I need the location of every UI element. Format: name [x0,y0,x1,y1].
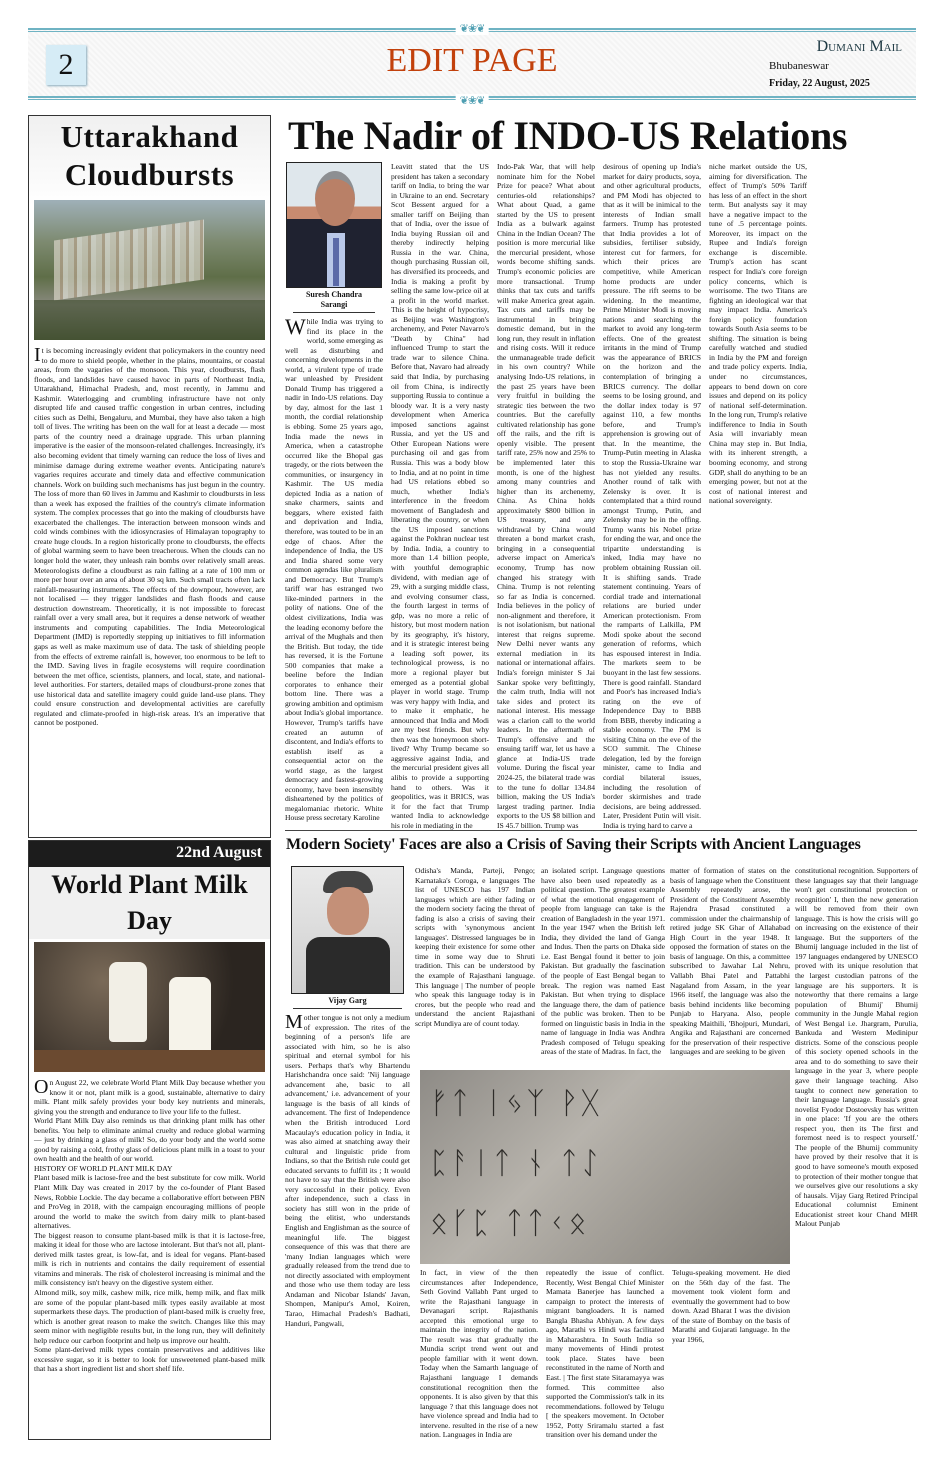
ornament-icon: ❦❀❦ [456,94,489,107]
article-column [815,162,917,830]
article-title: World Plant Milk Day [29,867,270,939]
plant-milk-article [28,840,271,1440]
article-column: an isolated script. Language questions have also been used repeatedly as a political question. The greatest example of what the emotional engagement of people from language can take is the creation of Bangladesh in the year 1971. In the year 1947 when the British left India, they divided the land of Ganga and Indus. Then the parts on Dhaka side i.e. East Bengal found it better to join Pakistan. But gradually the fascination of the people of East Bengal began to break. The region was named East Pakistan. But when trying to displace the language there, the dam of patience of the public was broken. Then to be formed on linguistic basis in India in the name of language in India was Andhra Pradesh composed of Telugu speaking areas of the state of Madras. In fact, the [541,866,665,1057]
author-name: Suresh Chandra Sarangi [293,290,375,313]
main-headline: The Nadir of INDO-US Relations [288,113,848,158]
article-title: Uttarakhand [60,119,239,154]
article-column: Indo-Pak War, that will help nominate him for the Nobel Prize for peace? What about centuries-old relationships? What about Quad, a game started by the US to present India as a bulwark against China in the Indian Ocean? The position is more mercurial like the mercurial president, whose words become shifting sands. Trump's economic policies are more transactional. Trump thinks that tax cuts and tariffs will make America great again. Tax cuts and tariffs may be instrumental in bringing domestic demand, but in the long run, they result in inflation and rising costs. Will it reduce the unmanageable trade deficit in his own country? While analysing Indo-US relations, in the past 25 years have been very fruitful in building the strategic ties between the two countries. But the carefully cultivated relationship has gone off the rails, and the rift is openly visible. The present tariff rate, 25% now and 25% to be implemented later this month, is one of the highest among many countries and higher than its archenemy, China. As China holds approximately $800 billion in US treasury, and any withdrawal by China would threaten a bond market crash, bringing in a consequential adverse impact on America's economy, Trump has now changed his strategy with China. Trump is not relenting so far as India is concerned. India believes in the policy of non-alignment and therefore, it is not isolationism, but national interest that reigns supreme. New Delhi never wants any external mediation in its national or international affairs. India's foreign minister S Jai Sankar spoke very befittingly, the calm truth, India will not take sides and protect its national interest. His message was a clarion call to the world leaders. In the aftermath of Trump's offensive and the ensuing tariff war, let us have a glance at India-US trade volume. During the fiscal year 2024-25, the bilateral trade was to the tune fo dollar 134.84 billion, making the US India's largest trading partner. India exports to the US $8 billion and IS 45.7 billion. Trump was [497,162,595,830]
issue-date: Friday, 22 August, 2025 [769,78,870,89]
author-photo [291,866,404,994]
article-column: repeatedly the issue of conflict. Recently, West Bengal Chief Minister Mamata Banerjee has launched a campaign to protect the interests of migrant bangloaders. It is named Bangla Bhasha Abhiyan. A few days ago, Marathi vs Hindi was facilitated in Maharashtra. In South India so many movements of Hindi protest took place. States have been reconstituted in the name of North and East. | The first state Sitaramayya was formed. This committee also supported the Commission's talk in its recommendations. followed by Telugu [ the speakers movement. In October 1952, Potty Sriramalu started a fast transition over his demand under the [546,1268,664,1440]
article-column: constitutional recognition. Supporters of these languages say that their language won't get constitutional protection or recognition' I, then the new generation will be removed from their own language. This is how the crisis will go on increasing on the existence of their language. But the supporters of the Bhumij language included in the list of 197 languages endangered by UNESCO proved with its unique resolution that the largest custodian patrons of the language are his supporters. It is noteworthy that there remains a large population of Bhumij' Bhumij community in the Jungle Mahal region of West Bengal i.e. Jhargram, Purulia, Bankuda and Western Medinipur districts. Some of the conscious people of this society opened schools in the area and to do something to save their language in the year 3, where people gave their language teaching. Also taught to connect new generation to their language language. Russia's great novelist Fyodor Dostoevsky has written in one place: 'If you are the others respect you, then its The first and foremost need is to respect yourself.' The people of the Bhumij community have proved by their resolve that it is good to have someone's mouth exposed to protection of their mother tongue that we ourselves give our resolutions a sky of hausals. Vijay Garg Retired Principal Educational columnist Eminent Educationist street kour Chand MHR Malout Punjab [795,866,918,1229]
page-number: 2 [46,45,86,85]
section-title: EDIT PAGE [386,42,558,79]
author-photo [286,162,382,288]
article-title: Cloudbursts [64,157,235,192]
city: Bhubaneswar [769,60,829,72]
ancient-script-photo: ᚠᛏ ᛁᛃᛉ ᚹᚷ ᛈᚨᛁᛏ ᚾ ᛏᛇ ᛟᚴᛈ ᛏᛏᚲᛟ [420,1070,790,1264]
ornament-icon: ❦❀❦ [456,22,489,35]
article-column: Leavitt stated that the US president has taken a secondary tariff on India, to bring the war in Ukraine to an end. Secretary Scot Bessent argued for a smaller tariff on Beijing than that of India, over the issue of India buying Russian oil and thereby indirectly helping Russia in the war. China, though purchasing Russian oil, has diversified its proceeds, and India is making a profit by selling the same low-price oil at a profit in the world market. This is the height of hypocrisy, as Beijing was Washington's archenemy, and Peter Navarro's "Death by China" had influenced Trump to start the trade war to silence China. Before that, Navaro had already said that India, by purchasing oil from China, is indirectly supporting Russia to continue a bloody war. It is a very nasty development when America imposed sanctions against Russia, and yet the US and Other European Nations were purchasing oil and gas from Russia. This was a body blow to India, and at no point in time had US relations ebbed so much, whether India's interference in the freedom movement of Bangladesh and liberating the country, or when the US imposed sanctions against the Pokhran nuclear test by India. India, a country to more than 1.4 billion people, with youthful demographic dividend, with median age of 29, with a surging middle class, and evolving consumer class, the fourth largest in terms of gdp, was no more a relic of history, but most modern nation by its geography, it's history, and it is strategic interest being a leading soft power, its technological prowess, is no more a regional player but emerged as a potential global player in world stage. Trump was very happy with India, and to make it emphatic, he announced that India and Modi are my best friends. But why then was the honeymoon short-lived? Why Trump became so aggressive against India, and the mercurial president gives all alibis to provide a supporting hand to others. Was it geopolitics, was it BRICS, was it for the fact that Trump wanted India to acknowledge his role in mediating in the [391,162,489,830]
cloudburst-photo [34,200,265,340]
date-banner: 22nd August [29,841,270,867]
page-header [28,23,916,107]
divider [285,830,917,831]
article-column: Suresh Chandra Sarangi W hile India was trying to find its place in the world, some emerging as well as disturbing and concerning developments in the world, a virulent type of trade war unleashed by President Donald Trump has triggered a nadir in Indo-US relations. Day by day, almost for the last 1 month, the cordial relationship is ebbing. Some 25 years ago, India made the news in America, when a catastrophe occurred like the Bhopal gas tragedy, or the riots between the communities, or insurgency in Kashmir. The US media depicted India as a nation of snake charmers, saints and beggars, where existed faith and deprivation and India, therefore, was touted to be in an edge of chaos. After the independence of India, the US and India shared some very common agendas like pluralism and Democracy. But Trump's tariff war has estranged two like-minded partners in the polity of nations. One of the oldest civilizations, India was the leading economy before the arrival of the Mughals and then the British. But today, the tide has reversed, it is the Fortune 500 companies that make a beeline before the Indian corporates to enhance their bottom line. There was a growing ambition and optimism about India's global importance. However, Trump's tariffs have created an autumn of discontent, and India's efforts to establish itself as a consequential actor on the world stage, as the largest democracy and fastest-growing economy, have been insensibly disheartened by the politics of megalomaniac rhetoric. White House press secretary Karoline [285,162,383,830]
author-name: Vijay Garg [293,996,402,1009]
article-body: On August 22, we celebrate World Plant Milk Day because whether you know it or not, plant milk is a good, sustainable, alternative to dairy milk. Plant milk safely provides your body key nutrients and minerals, giving you the strength and endurance to live your life to the fullest. World Plant Milk Day also reminds us that drinking plant milk has other benefits. You help to eliminate animal cruelty and reduce global warming — just by drinking a glass of milk! So, do your body and the world some good by raising a cold, frothy glass of delicious plant milk in a toast to your own health and the health of our world. HISTORY OF WORLD PLANT MILK DAY Plant based milk is lactose-free and the best substitute for cow milk. World Plant Milk Day was created in 2017 by the co-founder of Plant Based News, Robbie Lockie. The day became a collaborative effort between PBN and ProVeg in 2018, with the campaign encouraging millions of people around the world to make the switch from dairy milk to plant-based alternatives. The biggest reason to consume plant-based milk is that it is lactose-free, making it ideal for those who are lactose intolerant. But that's not all, plant-derived milk tastes great, is low-fat, and is ideal for vegans. Plant-based milk is rich in nutrients and contains the daily requirement of essential vitamins and minerals. The risk of cholesterol increasing is minimal and the milk consistency isn't heavy on the digestive system either. Almond milk, soy milk, cashew milk, rice milk, hemp milk, and flax milk are some of the popular plant-based milk types easily available at most supermarkets these days. The production of plant-based milk is cruelty free, which is another great reason to make the switch. Changes like this may seem minor with negligible results but, in the long run, they will definitely help reduce our carbon footprint and help us improve our health. Some plant-derived milk types contain preservatives and additives like excessive sugar, so it is better to look for unsweetened plant-based milk that has a short ingredient list and short shelf life. [34,1078,265,1374]
article-column: niche market outside the US, aiming for diversification. The effect of Trump's 50% Tariff has less of an effect in the short term. But analysts say it may have a negative impact to the tune of .5 percentage points. Moreover, its impact on the Rupee and India's foreign exchange is discernible. Trump's action has scant respect for India's core foreign policy concerns, which is worrisome. The two Titans are fighting an ideological war that may impact India. America's foreign policy foundation towards South Asia seems to be shifting. The situation is being carefully watched and studied in India by the PM and foreign and trade policy experts. India, under no circumstances, appears to bend down on core issues and depend on its policy of national self-determination. In the long run, Trump's relative indifference to India in South Asia will invariably mean China may step in. But India, with its inherent strength, a booming economy, and strong GDP, shall do anything to be an emerging power, but not at the cost of national interest and national sovereignty. [709,162,807,506]
author-block [285,162,383,313]
article-column: matter of formation of states on the basis of language when the Constituent Assembly repeatedly arose, the President of the Constituent Assembly Rajendra Prasad constituted a commission under the chairmanship of retired judge SK Ghar of Allahabad High Court in the year 1948. It opposed the formation of states on the basis of language. On this, a committee subscribed to Jawahar Lal Nehru, Vallabh Bhai Patel and Pattabhi Nagaland from Assam, in the year 1966 itself, the language was also the basis behind incidents like becoming Punjab to Haryana. Also, people speaking Maithili, 'Bhojpuri, Mundari, Angika and Rajasthani are concerned for the preservation of their respective languages and are seeking to be given [670,866,790,1057]
article-column: Telugu-speaking movement. He died on the 56th day of the fast. The movement took violent form and eventually the government had to bow down. Azad Bharat I was the division of the state of Bombay on the basis of Marathi and Gujarati language. In the year 1966, [672,1268,790,1344]
article-column: In fact, in view of the then circumstances after Independence, Seth Govind Vallabh Pant urged to write the Rajasthani language in Devanagari script. Rajasthanis accepted this emotional urge to maintain the integrity of the nation. The result was that gradually the Mundia script trend went out and people familiar with it went down. Today when the Samarth language of Rajasthani language I demands constitutional recognition then the opponents. It is also given by that this language ? that this language does not have violence spread and India had to intervene. resulted in the rise of a new nation. Languages in India are [420,1268,538,1440]
article-column: Vijay Garg M other tongue is not only a medium of expression. The rites of the beginning of a person's life are associated with him, so he is also spiritual and eternal symbol for his users. Perhaps that's why Bhartendu Harishchandra once said: 'Nij language advancement ahe, basic to all advancement,' i.e. advancement of your language is the basis of all kinds of advancement. The first of Independence when the British introduced Lord Macaulay's education policy in India, it was also aimed at snatching away their cultural and linguistic pride from Indians, so that the British rule could get educated servants to fulfill its ; It would not have to say that the British were also very successful in their policy. Even after independence, such a class in society has still won in the pride of being the elitist, who understands English and Englishman as the source of meaningful life. The biggest consequence of this was that there are 'many Indian languages which were gradually released from the trend due to not directly associated with employment and those who use them today are less Andaman and Nicobar Islands' Javan, Shompen, Manipur's Amol, Koiren, Tarao, Himachal Pradesh's Badhati, Handuri, Pangwali, [285,866,410,1440]
article-column: desirous of opening up India's market for dairy products, soya, and other agricultural products, and PM Modi has objected to that as it will be inimical to the interests of Indian small farmers. Trump has protested that India provides a lot of subsidies, fertiliser subsidy, interest cut for farmers, for which their prices are competitive, while American home products are under pressure. The rift seems to be widening. In the meantime, Prime Minister Modi is moving nations and searching the market to avoid any long-term effects. One of the greatest irritants in the mind of Trump was the appearance of BRICS on the horizon and the contemplation of bringing a BRICS currency. The dollar seems to be losing ground, and the dollar index today is 97 against 110, a few months before, and Trump's apprehension is growing out of that. In the meantime, the Trump-Putin meeting in Alaska to stop the Russia-Ukraine war has not yielded any results. Another round of talk with Zelensky is over. It is contemplated that a third round amongst Trump, Putin, and Zelensky may be in the offing. Trump wants his Nobel prize for ending the war, and once the tripartite understanding is inked, India may have no problem obtaining Russian oil. It is shifting sands. Trade statement continuing. Years of cordial trade and international relations are buried under American protectionism. From the ramparts of Lalkilla, PM Modi spoke about the second generation of reforms, which has espoused interest in India. The markets seem to be buoyant in the last few sessions. There is good rainfall. Standard and Poor's has increased India's rating on the eve of Independence Day to BBB from BBB, thereby indicating a stable economy. The PM is visiting China on the eve of the SCO summit. The Chinese delegation, led by the foreign minister, came to India and cordial bilateral issues, including the resolution of border skirmishes and trade decisions, are being addressed. Later, President Putin will visit. India is trying hard to carve a [603,162,701,830]
masthead: Dumani Mail [816,38,902,55]
second-headline: Modern Society' Faces are also a Crisis of Saving their Scripts with Ancient Languages [286,836,861,853]
plant-milk-photo [34,942,265,1072]
article-body: It is becoming increasingly evident that policymakers in the country need to do more to shield people, whether in the plains, mountains, or coastal areas, from the vagaries of the monsoon. This year, cloudbursts, flash floods, and landslides have caused havoc in parts of Northeast India, Uttarakhand, Himachal Pradesh, and, most recently, in Jammu and Kashmir. Waterlogging and crumbling infrastructure have not only disrupted life and caused traffic congestion in urban centres, including cities such as Delhi, Bengaluru, and Mumbai, they have also taken a high toll of lives. The writing has been on the wall for at least a decade — most parts of the country need a drainage upgrade. This urban planning imperative is the easier of the monsoon-related challenges. Increasingly, it's also becoming evident that timely warning can reduce the loss of lives and minimise damage during extreme weather events. Anticipating nature's vagaries requires accurate and timely data and effective communication channels. Work on building such mechanisms has just begun in the country. The loss of more than 60 lives in Jammu and Kashmir to cloudbursts in less than a week has exposed the frailties of the country's climate information system. The complex processes that go into the making of cloudbursts have exacerbated the challenges. The interaction between monsoon winds and cold winds combines with the idiosyncrasies of Himalayan topography to create huge clouds. In a region historically prone to cloudbursts, the effects of global warming seem to have been treacherous. When the clouds can no longer hold the water, they unleash rain bombs over relatively small areas. Meteorologists define a cloudburst as rain falling at a rate of 100 mm or more per hour over an area of about 30 sq km. Such small tracts often lack rainfall-measuring instruments. The effects of the downpour, however, are not localised — they trigger landslides and flash floods and cause destruction downstream. Theoretically, it is not impossible to forecast rainfall over a very small area, but it requires a dense network of weather instruments and computing capabilities. The India Meteorological Department (IMD) is reportedly stepping up initiatives to fill information gaps as well as make maximum use of data. The task of shielding people from the effects of extreme rainfall is, however, too enormous to be left to the IMD. Saving lives in fragile ecosystems will require coordination between the met office, scientists, planners, and local, state, and national-level authorities. For starters, detailed maps of cloudburst-prone zones that use historical data and satellite imagery could guide land-use plans. They could ensure construction and developmental activities are carefully regulated and climate-proofed in high-risk areas. It's an imperative that cannot be postponed. [34,346,265,728]
uttarakhand-article [28,115,271,838]
article-column: Odisha's Manda, Parteji, Pengo; Karnataka's Coroga, e languages The list of UNESCO has 197 Indian languages which are either fading or the modern society facing the threat of fading is also a crisis of saving their scripts with 'synonymous ancient languages'. Distressed languages be in keeping their existence for some other time in some way due to Shruti tradition. This can be understood by the example of Rajasthani language. This language | The number of people who speak this language today is in crores, but the people who read and understand the ancient Rajasthani script Mundiya are of count today. [415,866,535,1028]
